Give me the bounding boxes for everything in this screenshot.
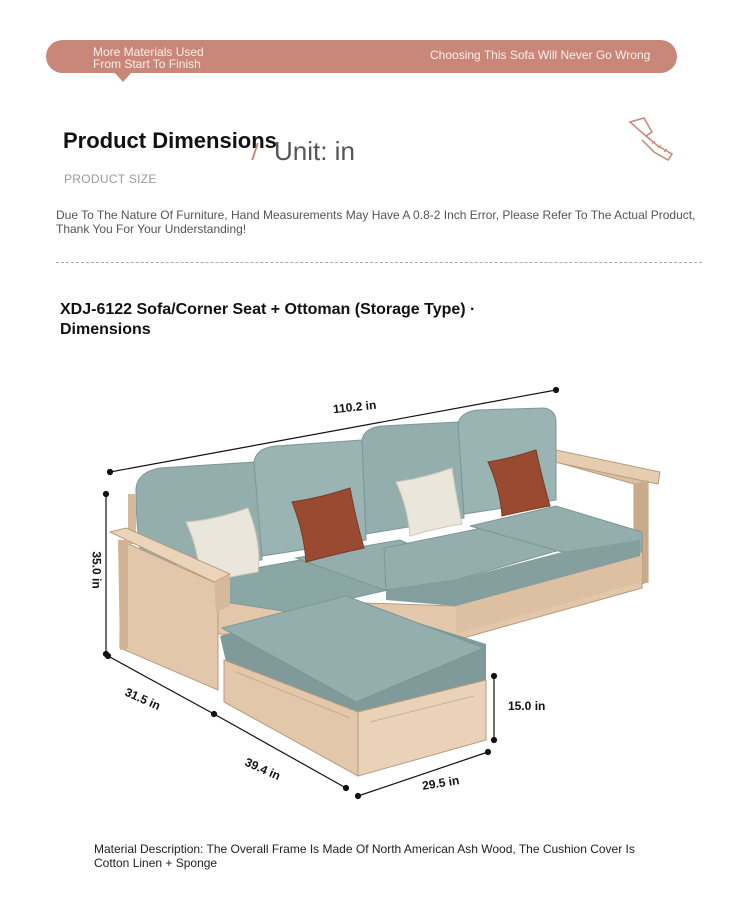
dim-ottoman-width: 29.5 in [421, 773, 461, 793]
unit-label: Unit: in [274, 136, 355, 166]
material-description: Material Description: The Overall Frame Is Made Of North American Ash Wood, The Cushion Cover Is Cotton Linen + Sponge [94, 842, 635, 870]
page-title: Product Dimensions [63, 128, 277, 153]
banner-left-line2: From Start To Finish [93, 57, 201, 71]
page-subtitle: PRODUCT SIZE [64, 172, 157, 186]
dim-height: 35.0 in [89, 551, 104, 589]
banner-left-line1: More Materials Used [93, 45, 204, 59]
model-title: XDJ-6122 Sofa/Corner Seat + Ottoman (Storage Type) · Dimensions [60, 301, 476, 338]
dim-total-length: 110.2 in [332, 397, 377, 417]
measurement-note: Due To The Nature Of Furniture, Hand Measurements May Have A 0.8-2 Inch Error, Please Refer To The Actual Product, Thank You For Your Understanding! [56, 208, 696, 236]
dim-seat-height: 15.0 in [508, 699, 546, 713]
banner-right-text: Choosing This Sofa Will Never Go Wrong [430, 48, 651, 62]
dim-side-depth: 31.5 in [122, 685, 163, 713]
dim-ottoman-length: 39.4 in [242, 755, 283, 783]
